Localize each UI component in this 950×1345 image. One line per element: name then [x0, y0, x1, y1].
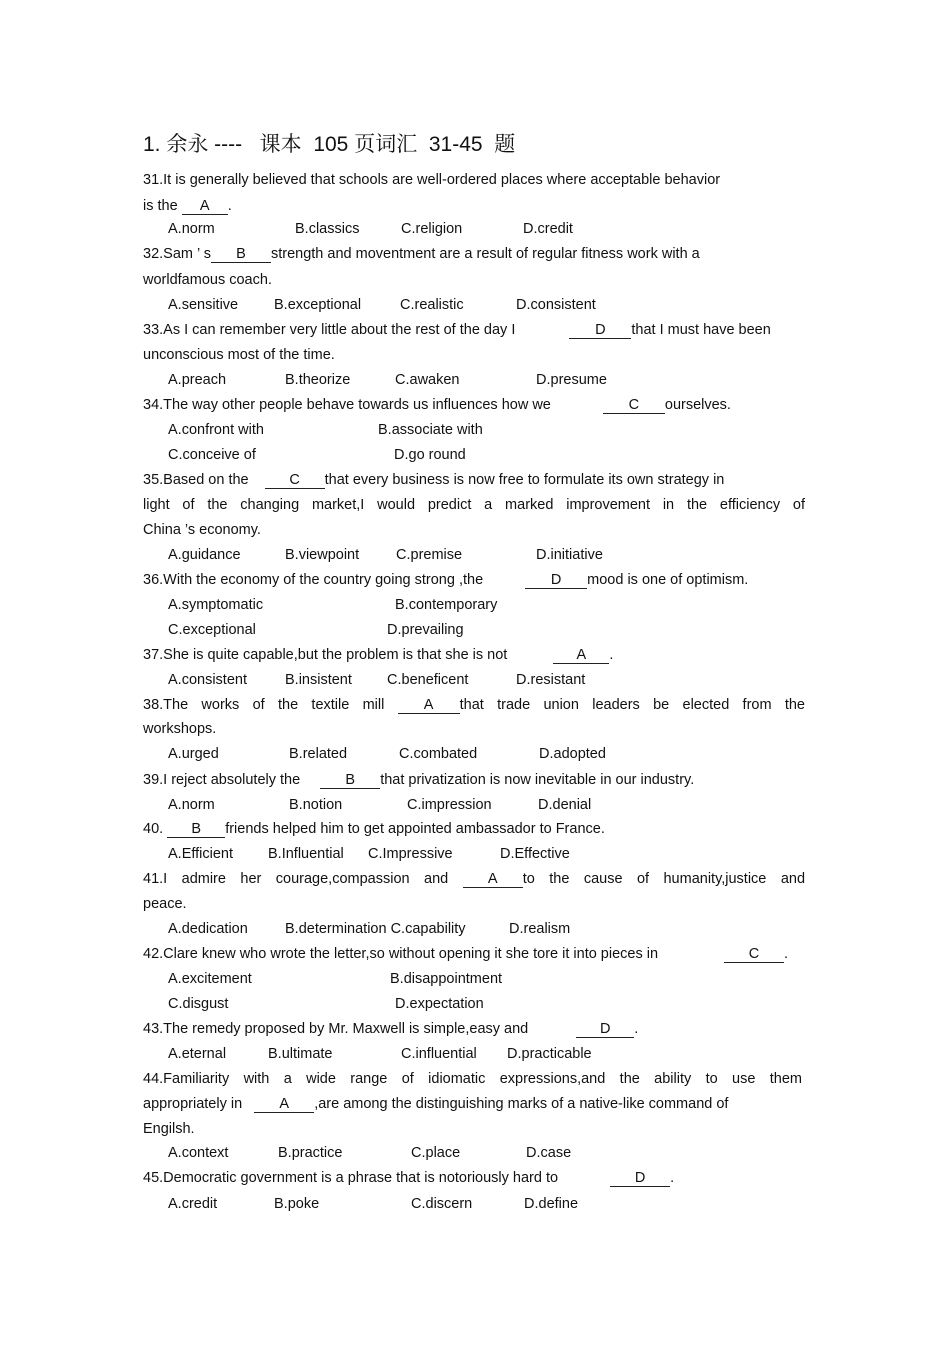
question-35-line-3: China ’s economy. [143, 522, 261, 538]
option-d: D.define [524, 1196, 579, 1212]
question-43-line-1: 43.The remedy proposed by Mr. Maxwell is simple,easy and D . [143, 1021, 639, 1037]
answer-blank: C [603, 398, 665, 414]
option-d: D.consistent [516, 297, 596, 313]
option-a: A.eternal [168, 1046, 227, 1062]
option-a: A.dedication [168, 921, 248, 937]
option-b: B.poke [274, 1196, 320, 1212]
option-b: B.contemporary [395, 597, 498, 613]
question-33-line-2: unconscious most of the time. [143, 347, 335, 363]
option-c: C.place [411, 1145, 461, 1161]
option-d: D.realism [509, 921, 571, 937]
option-b: B.viewpoint [285, 547, 360, 563]
question-34-line-1: 34.The way other people behave towards us influences how we C ourselves. [143, 397, 731, 413]
option-c: C.realistic [400, 297, 464, 313]
option-d: D.go round [394, 447, 466, 463]
answer-blank: D [610, 1171, 670, 1187]
question-text: is the [143, 198, 182, 214]
answer-blank: A [182, 199, 228, 215]
option-a: A.credit [168, 1196, 218, 1212]
option-d: D.denial [538, 797, 592, 813]
answer-blank: D [569, 323, 631, 339]
question-38-line-1: 38.The works of the textile mill A that trade union leaders be elected from the [143, 697, 805, 713]
option-c: C.awaken [395, 372, 460, 388]
question-41-line-2: peace. [143, 896, 187, 912]
option-b: B.theorize [285, 372, 351, 388]
option-c: C.impression [407, 797, 492, 813]
question-45-line-1: 45.Democratic government is a phrase that is notoriously hard to D . [143, 1170, 675, 1186]
answer-blank: C [265, 473, 325, 489]
answer-blank: D [525, 573, 587, 589]
question-32-line-2: worldfamous coach. [143, 272, 272, 288]
answer-blank: C [724, 947, 784, 963]
answer-blank: A [254, 1097, 314, 1113]
option-c: C.Impressive [368, 846, 453, 862]
option-c: C.combated [399, 746, 478, 762]
option-a: A.norm [168, 221, 215, 237]
question-44-line-1: 44.Familiarity with a wide range of idiomatic expressions,and the ability to use them [143, 1071, 802, 1087]
answer-blank: D [576, 1022, 634, 1038]
question-35-line-1: 35.Based on the C that every business is now free to formulate its own strategy in [143, 472, 725, 488]
option-b: B.practice [278, 1145, 343, 1161]
option-d: D.case [526, 1145, 572, 1161]
option-a: A.Efficient [168, 846, 234, 862]
question-35-line-2: light of the changing market,I would predict a marked improvement in the efficiency of [143, 497, 805, 513]
option-a: A.guidance [168, 547, 241, 563]
answer-blank: A [398, 698, 460, 714]
option-d: D.Effective [500, 846, 570, 862]
question-33-line-1: 33.As I can remember very little about the rest of the day I D that I must have been [143, 322, 771, 338]
option-c: C.exceptional [168, 622, 256, 638]
option-c: C.conceive of [168, 447, 256, 463]
option-b: B.associate with [378, 422, 483, 438]
option-b: B.Influential [268, 846, 344, 862]
option-a: A.context [168, 1145, 229, 1161]
question-44-line-2: appropriately in A ,are among the distinguishing marks of a native-like command of [143, 1096, 729, 1112]
option-d: D.expectation [395, 996, 484, 1012]
option-a: A.sensitive [168, 297, 239, 313]
option-d: D.adopted [539, 746, 606, 762]
question-42-line-1: 42.Clare knew who wrote the letter,so without opening it she tore it into pieces in C . [143, 946, 789, 962]
option-c: C.premise [396, 547, 463, 563]
question-38-line-2: workshops. [143, 721, 217, 737]
option-a: A.preach [168, 372, 227, 388]
option-d: D.initiative [536, 547, 603, 563]
question-36-line-1: 36.With the economy of the country going strong ,the D mood is one of optimism. [143, 572, 749, 588]
answer-blank: B [320, 773, 380, 789]
option-a: A.consistent [168, 672, 247, 688]
option-a: A.confront with [168, 422, 264, 438]
option-c: C.religion [401, 221, 463, 237]
option-b: B.exceptional [274, 297, 362, 313]
question-44-line-3: Engilsh. [143, 1121, 195, 1137]
question-37-line-1: 37.She is quite capable,but the problem is that she is not A . [143, 647, 614, 663]
option-d: D.credit [523, 221, 573, 237]
question-39-line-1: 39.I reject absolutely the B that privatization is now inevitable in our industry. [143, 772, 695, 788]
option-c: C.beneficent [387, 672, 469, 688]
option-b: B.notion [289, 797, 343, 813]
option-b: B.insistent [285, 672, 352, 688]
question-40-line-1: 40. B friends helped him to get appointed ambassador to France. [143, 821, 605, 837]
option-d: D.practicable [507, 1046, 592, 1062]
option-a: A.norm [168, 797, 215, 813]
option-c: C.disgust [168, 996, 229, 1012]
answer-blank: B [167, 822, 225, 838]
answer-blank: A [553, 648, 609, 664]
option-c: C.discern [411, 1196, 473, 1212]
answer-blank: A [463, 872, 523, 888]
option-b: B.related [289, 746, 348, 762]
page-title: 1. 余永 ---- 课本 105 页词汇 31-45 题 [143, 133, 516, 156]
answer-blank: B [211, 247, 271, 263]
option-d: D.prevailing [387, 622, 464, 638]
option-b-c: B.determination C.capability [285, 921, 466, 937]
option-c: C.influential [401, 1046, 477, 1062]
question-31-line-1: 31.It is generally believed that schools are well-ordered places where acceptable behavior [143, 172, 721, 188]
option-d: D.presume [536, 372, 607, 388]
question-41-line-1: 41.I admire her courage,compassion and A to the cause of humanity,justice and [143, 871, 806, 887]
option-a: A.symptomatic [168, 597, 264, 613]
option-b: B.classics [295, 221, 360, 237]
question-31-line-2: is the A . [143, 198, 232, 214]
option-d: D.resistant [516, 672, 586, 688]
option-b: B.ultimate [268, 1046, 333, 1062]
option-b: B.disappointment [390, 971, 503, 987]
option-a: A.urged [168, 746, 219, 762]
question-32-line-1: 32.Sam ’ s B strength and moventment are a result of regular fitness work with a [143, 246, 700, 262]
option-a: A.excitement [168, 971, 252, 987]
